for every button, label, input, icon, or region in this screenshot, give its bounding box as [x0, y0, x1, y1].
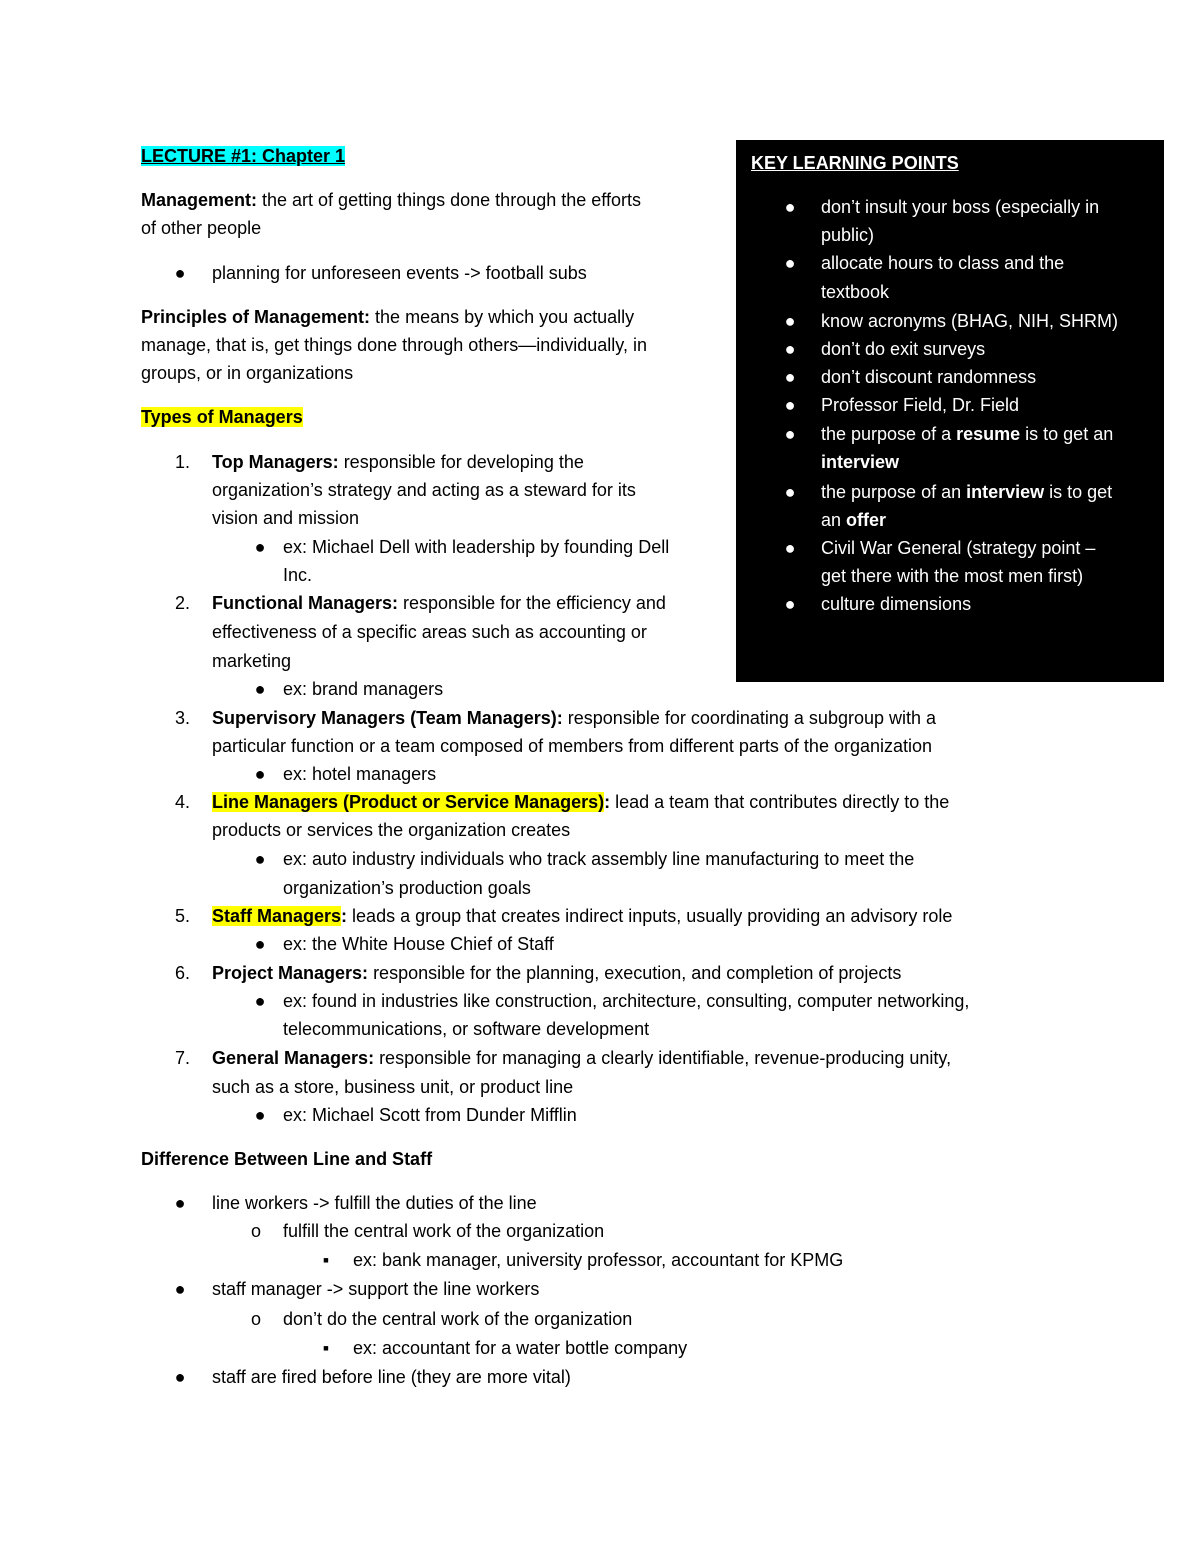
bullet-icon: ● [784, 538, 796, 558]
manager-supervisory-line2: particular function or a team composed of members from different parts of the organization [212, 736, 933, 756]
key-point-bold: offer [846, 510, 887, 530]
manager-desc: responsible for the efficiency and [398, 593, 666, 613]
manager-term: Staff Managers [212, 906, 342, 926]
key-point-8b [821, 508, 886, 532]
manager-term: Supervisory Managers (Team Managers): [212, 708, 563, 728]
manager-desc: leads a group that creates indirect inputs, usually providing an advisory role [347, 906, 953, 926]
manager-desc: responsible for developing the [338, 452, 584, 472]
management-def-line2: of other people [141, 218, 262, 238]
difference-item-7: staff are fired before line (they are more vital) [212, 1367, 571, 1387]
key-point-7a [821, 422, 1113, 446]
key-point-text: an [821, 510, 847, 530]
bullet-icon: ● [254, 849, 266, 869]
types-heading-text: Types of Managers [141, 407, 303, 427]
square-bullet-icon: ▪ [322, 1250, 330, 1270]
types-heading [141, 405, 303, 429]
manager-term: Functional Managers: [212, 593, 399, 613]
bullet-icon: ● [254, 764, 266, 784]
manager-term: Project Managers: [212, 963, 369, 983]
manager-term: Top Managers: [212, 452, 339, 472]
key-point-2b: textbook [821, 282, 890, 302]
key-point-10: culture dimensions [821, 594, 972, 614]
square-bullet-icon: ▪ [322, 1338, 330, 1358]
manager-term: General Managers: [212, 1048, 375, 1068]
list-number: 2. [175, 593, 191, 613]
key-point-4: don’t do exit surveys [821, 339, 986, 359]
bullet-icon: ● [254, 679, 266, 699]
key-point-bold: interview [966, 482, 1045, 502]
difference-heading: Difference Between Line and Staff [141, 1149, 433, 1169]
key-point-1b: public) [821, 225, 875, 245]
manager-line-example1: ex: auto industry individuals who track assembly line manufacturing to meet the [283, 849, 915, 869]
management-def-line1: the art of getting things done through the efforts [257, 190, 641, 210]
bullet-icon: ● [174, 1193, 186, 1213]
key-point-6: Professor Field, Dr. Field [821, 395, 1020, 415]
management-bullet: planning for unforeseen events -> football subs [212, 263, 587, 283]
difference-item-5: don’t do the central work of the organization [283, 1309, 633, 1329]
key-point-5: don’t discount randomness [821, 367, 1037, 387]
list-number: 1. [175, 452, 191, 472]
manager-top-line3: vision and mission [212, 508, 360, 528]
key-point-bold: resume [956, 424, 1021, 444]
bullet-icon: ● [254, 934, 266, 954]
management-definition [141, 188, 641, 212]
manager-top-example1: ex: Michael Dell with leadership by founding Dell [283, 537, 670, 557]
bullet-icon: ● [784, 197, 796, 217]
principles-definition [141, 305, 634, 329]
key-point-text: the purpose of an [821, 482, 967, 502]
manager-staff-line1 [212, 904, 952, 928]
manager-line-line2: products or services the organization creates [212, 820, 571, 840]
difference-item-3: ex: bank manager, university professor, accountant for KPMG [353, 1250, 844, 1270]
principles-def-line3: groups, or in organizations [141, 363, 354, 383]
bullet-icon: ● [784, 311, 796, 331]
bullet-icon: ● [174, 263, 186, 283]
principles-def-line1: the means by which you actually [370, 307, 635, 327]
key-point-2a: allocate hours to class and the [821, 253, 1065, 273]
list-number: 7. [175, 1048, 191, 1068]
manager-functional-line3: marketing [212, 651, 292, 671]
key-point-7b: interview [821, 452, 900, 472]
bullet-icon: ● [784, 253, 796, 273]
key-points-title: KEY LEARNING POINTS [751, 153, 959, 173]
manager-supervisory-line1 [212, 706, 936, 730]
manager-desc: responsible for the planning, execution, and completion of projects [368, 963, 902, 983]
lecture-title-text: LECTURE #1: Chapter 1 [141, 146, 346, 166]
list-number: 4. [175, 792, 191, 812]
bullet-icon: ● [784, 424, 796, 444]
manager-desc: responsible for coordinating a subgroup with a [562, 708, 937, 728]
manager-general-line2: such as a store, business unit, or product line [212, 1077, 574, 1097]
list-number: 3. [175, 708, 191, 728]
lecture-title [141, 144, 345, 168]
principles-term: Principles of Management: [141, 307, 371, 327]
list-number: 6. [175, 963, 191, 983]
manager-functional-example: ex: brand managers [283, 679, 444, 699]
principles-def-line2: manage, that is, get things done through others—individually, in [141, 335, 647, 355]
key-point-1a: don’t insult your boss (especially in [821, 197, 1100, 217]
key-point-8a [821, 480, 1112, 504]
bullet-icon: ● [174, 1279, 186, 1299]
manager-line-line1 [212, 790, 949, 814]
manager-term: Line Managers (Product or Service Managers) [212, 792, 605, 812]
bullet-icon: ● [784, 395, 796, 415]
manager-line-example2: organization’s production goals [283, 878, 531, 898]
key-point-text: the purpose of a [821, 424, 957, 444]
manager-project-line1 [212, 961, 901, 985]
bullet-icon: ● [254, 991, 266, 1011]
bullet-icon: ● [784, 594, 796, 614]
key-point-text: is to get an [1020, 424, 1114, 444]
bullet-icon: ● [784, 482, 796, 502]
circle-bullet-icon: o [250, 1309, 261, 1329]
manager-project-example1: ex: found in industries like construction, architecture, consulting, computer networking, [283, 991, 970, 1011]
manager-functional-line2: effectiveness of a specific areas such as accounting or [212, 622, 647, 642]
manager-project-example2: telecommunications, or software development [283, 1019, 650, 1039]
key-point-9b: get there with the most men first) [821, 566, 1084, 586]
difference-item-4: staff manager -> support the line workers [212, 1279, 540, 1299]
difference-item-1: line workers -> fulfill the duties of the line [212, 1193, 537, 1213]
bullet-icon: ● [254, 537, 266, 557]
manager-functional-line1 [212, 591, 666, 615]
manager-term-colon: : [604, 792, 611, 812]
manager-general-line1 [212, 1046, 951, 1070]
key-point-text: is to get [1044, 482, 1113, 502]
bullet-icon: ● [784, 367, 796, 387]
manager-term-colon: : [341, 906, 348, 926]
manager-general-example: ex: Michael Scott from Dunder Mifflin [283, 1105, 577, 1125]
difference-item-2: fulfill the central work of the organization [283, 1221, 605, 1241]
manager-supervisory-example: ex: hotel managers [283, 764, 437, 784]
manager-top-line2: organization’s strategy and acting as a steward for its [212, 480, 636, 500]
difference-item-6: ex: accountant for a water bottle company [353, 1338, 688, 1358]
manager-top-line1 [212, 450, 584, 474]
bullet-icon: ● [254, 1105, 266, 1125]
management-term: Management: [141, 190, 258, 210]
key-point-9a: Civil War General (strategy point – [821, 538, 1096, 558]
manager-desc: responsible for managing a clearly identifiable, revenue-producing unity, [374, 1048, 952, 1068]
manager-desc: lead a team that contributes directly to the [610, 792, 950, 812]
key-point-3: know acronyms (BHAG, NIH, SHRM) [821, 311, 1119, 331]
circle-bullet-icon: o [250, 1221, 261, 1241]
list-number: 5. [175, 906, 191, 926]
manager-top-example2: Inc. [283, 565, 313, 585]
bullet-icon: ● [784, 339, 796, 359]
manager-staff-example: ex: the White House Chief of Staff [283, 934, 554, 954]
bullet-icon: ● [174, 1367, 186, 1387]
key-learning-points-box [736, 140, 1164, 682]
